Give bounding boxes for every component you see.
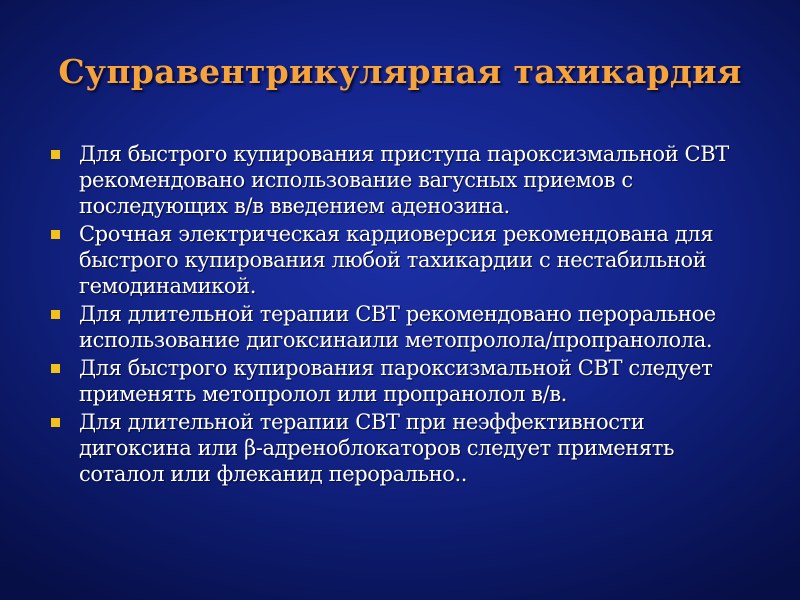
square-bullet-icon: [51, 150, 60, 159]
square-bullet-icon: [51, 230, 60, 239]
bullet-text: Для длительной терапии СВТ при неэффективности дигоксина или β-адреноблокаторов следует применять соталол или флеканид перорально..: [79, 410, 674, 486]
bullet-list: [48, 141, 760, 489]
bullet-text: Для быстрого купирования приступа пароксизмальной СВТ рекомендовано использование вагусных приемов с последующих в/в введением аденозина.: [79, 142, 729, 218]
bullet-item: [48, 141, 760, 219]
bullet-item: [48, 221, 760, 299]
bullet-text: Срочная электрическая кардиоверсия рекомендована для быстрого купирования любой тахикардии с нестабильной гемодинамикой.: [79, 222, 714, 298]
square-bullet-icon: [51, 310, 60, 319]
square-bullet-icon: [51, 418, 60, 427]
bullet-item: [48, 301, 760, 353]
bullet-text: Для длительной терапии СВТ рекомендовано пероральное использование дигоксинаили метопролола/пропранолола.: [79, 302, 716, 352]
bullet-item: [48, 409, 760, 487]
slide-title: Суправентрикулярная тахикардия: [58, 52, 742, 91]
bullet-item: [48, 355, 760, 407]
bullet-text: Для быстрого купирования пароксизмальной СВТ следует применять метопролол или пропранолол в/в.: [79, 356, 713, 406]
square-bullet-icon: [51, 364, 60, 373]
